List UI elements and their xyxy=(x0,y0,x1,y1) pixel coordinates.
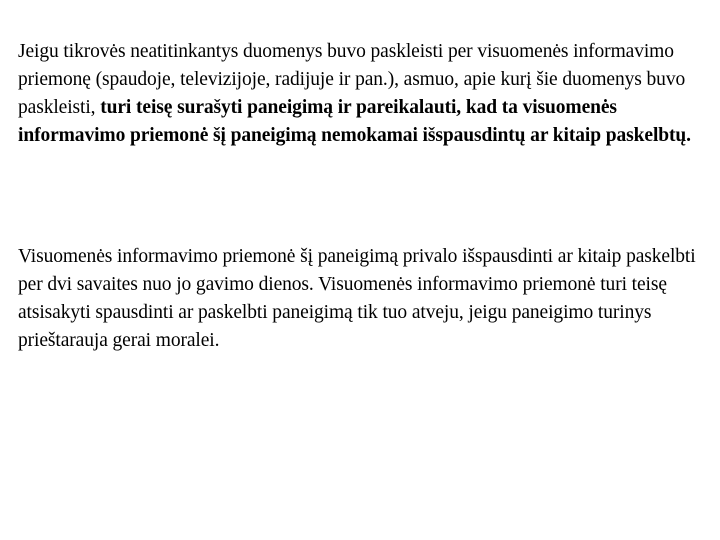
paragraph-1-bold-text: turi teisę surašyti paneigimą ir pareikalauti, kad ta visuomenės informavimo priemonė šį paneigimą nemokamai išspausdintų ar kitaip paskelbtų. xyxy=(18,97,691,146)
paragraph-publication-duty: Visuomenės informavimo priemonė šį paneigimą privalo išspausdinti ar kitaip paskelbti per dvi savaites nuo jo gavimo dienos. Visuomenės informavimo priemonė turi teisę atsisakyti spausdinti ar paskelbti paneigimą tik tuo atveju, jeigu paneigimo turinys prieštarauja gerai moralei. xyxy=(18,246,696,351)
paragraph-1-normal-text: Jeigu tikrovės neatitinkantys duomenys buvo paskleisti per visuomenės informavimo priemonę (spaudoje, televizijoje, radijuje ir pan.), asmuo, apie kurį šie duomenys buvo paskleisti, xyxy=(18,41,686,118)
paragraph-rebuttal-right xyxy=(18,38,708,150)
